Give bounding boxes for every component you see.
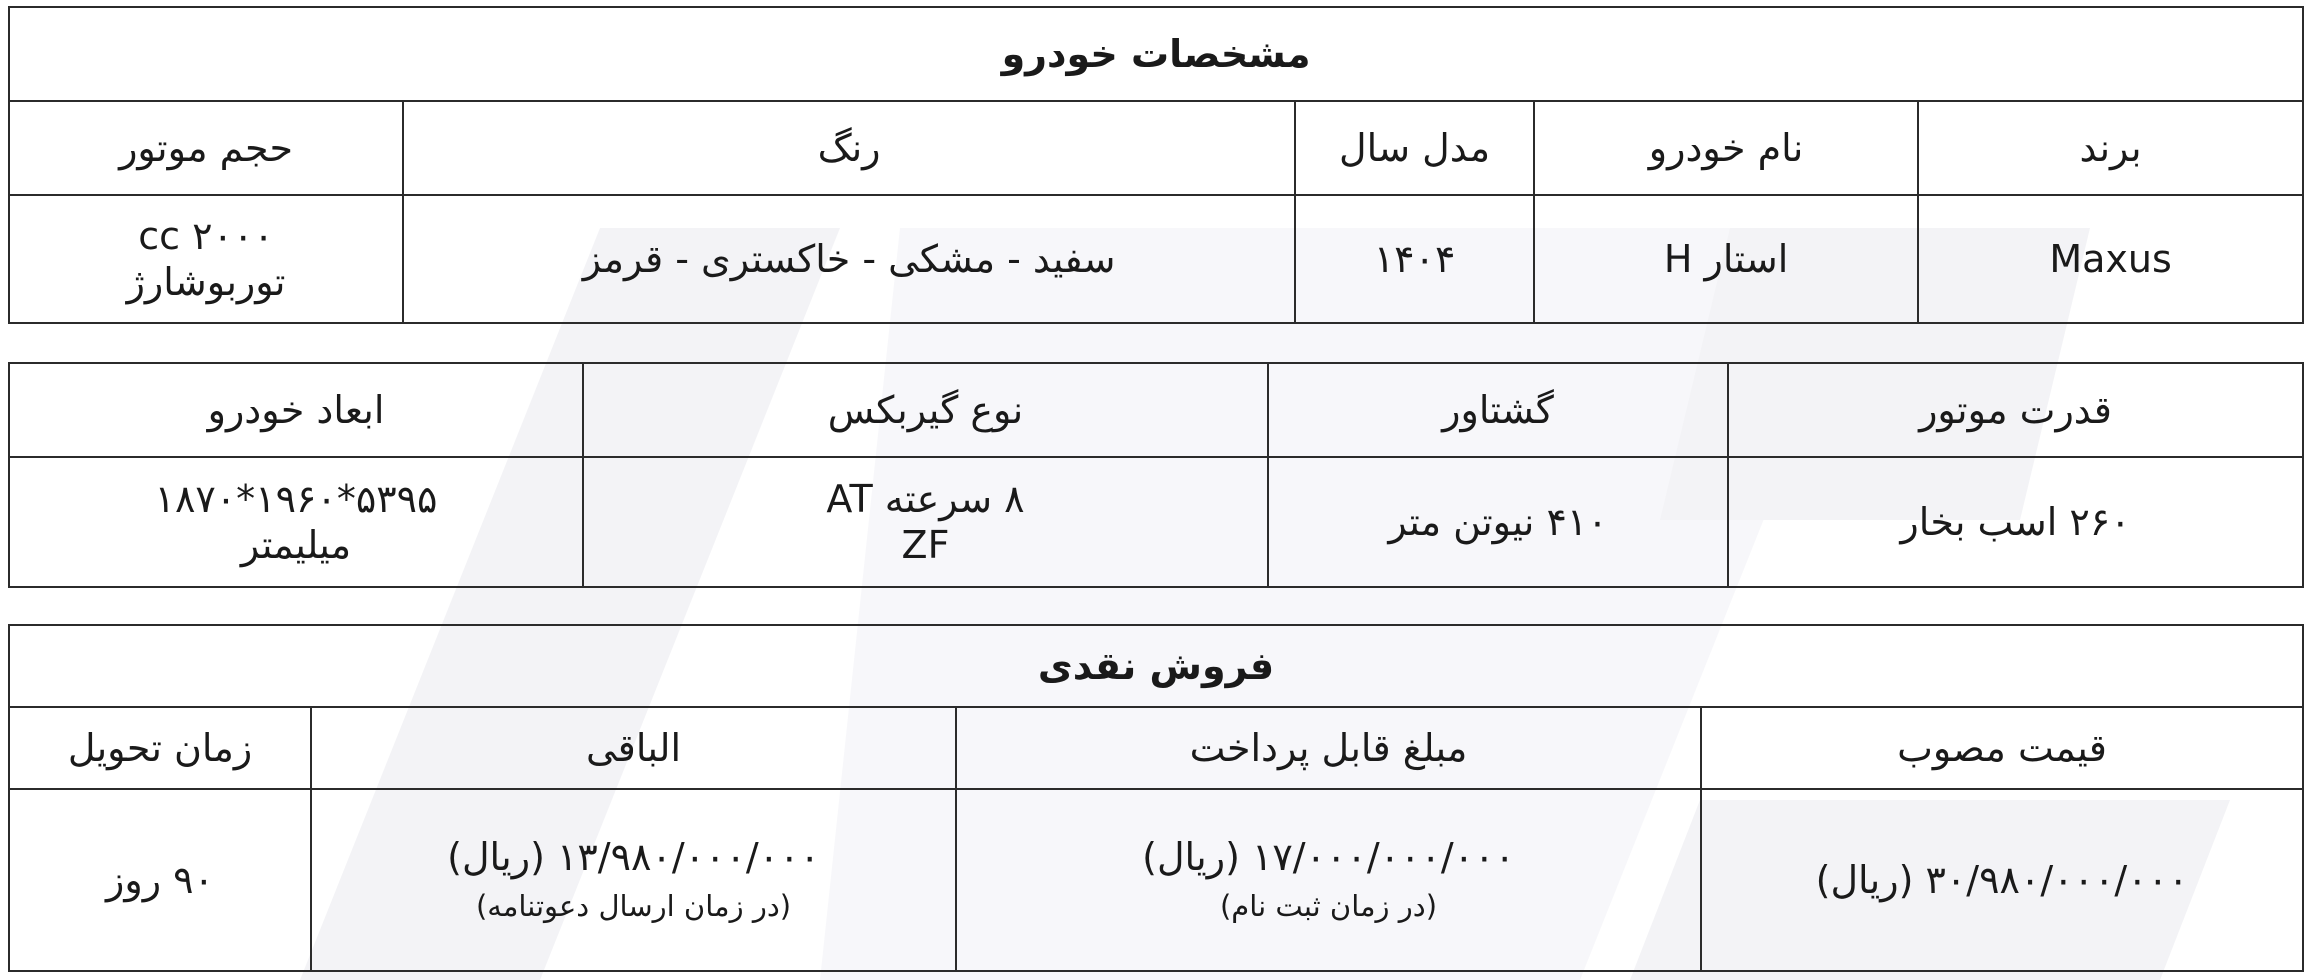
engine-power-text: ۲۶۰ اسب بخار	[1900, 500, 2131, 544]
color-text: سفید - مشکی - خاکستری - قرمز	[582, 237, 1116, 281]
value-color	[403, 195, 1295, 323]
header-brand: برند	[1918, 101, 2303, 195]
header-approved-price: قیمت مصوب	[1701, 707, 2303, 789]
gearbox-line1: ۸ سرعته AT	[826, 477, 1025, 521]
remaining-note: (در زمان ارسال دعوتنامه)	[475, 889, 792, 923]
value-brand	[1918, 195, 2303, 323]
header-dimensions: ابعاد خودرو	[9, 363, 583, 457]
value-gearbox	[583, 457, 1268, 587]
value-payable-amount	[956, 789, 1701, 971]
payable-amount-text: ۱۷/۰۰۰/۰۰۰/۰۰۰ (ریال)	[1142, 835, 1515, 879]
header-color: رنگ	[403, 101, 1295, 195]
model-year-text: ۱۴۰۴	[1373, 237, 1456, 281]
approved-price-text: ۳۰/۹۸۰/۰۰۰/۰۰۰ (ریال)	[1815, 858, 2189, 902]
cash-sale-title: فروش نقدی	[9, 625, 2303, 707]
dimensions-line1: ۵۳۹۵*۱۹۶۰*۱۸۷۰	[154, 477, 438, 521]
car-name-text: استار H	[1663, 237, 1789, 281]
value-delivery-time	[9, 789, 311, 971]
header-engine-power: قدرت موتور	[1728, 363, 2303, 457]
value-approved-price	[1701, 789, 2303, 971]
spec-table-title: مشخصات خودرو	[9, 7, 2303, 101]
value-car-name	[1534, 195, 1918, 323]
header-torque: گشتاور	[1268, 363, 1728, 457]
header-car-name: نام خودرو	[1534, 101, 1918, 195]
torque-text: ۴۱۰ نیوتن متر	[1388, 500, 1608, 544]
header-gearbox: نوع گیربکس	[583, 363, 1268, 457]
value-model-year	[1295, 195, 1534, 323]
value-torque	[1268, 457, 1728, 587]
header-engine-volume: حجم موتور	[9, 101, 403, 195]
engine-volume-line1: ۲۰۰۰ cc	[138, 214, 274, 258]
engine-table	[8, 362, 2304, 588]
header-model-year: مدل سال	[1295, 101, 1534, 195]
header-delivery-time: زمان تحویل	[9, 707, 311, 789]
value-dimensions	[9, 457, 583, 587]
payable-amount-note: (در زمان ثبت نام)	[1219, 889, 1438, 923]
header-payable-amount: مبلغ قابل پرداخت	[956, 707, 1701, 789]
gearbox-line2: ZF	[901, 523, 950, 567]
value-engine-power	[1728, 457, 2303, 587]
value-engine-volume	[9, 195, 403, 323]
value-remaining	[311, 789, 956, 971]
header-remaining: الباقی	[311, 707, 956, 789]
delivery-time-text: ۹۰ روز	[106, 858, 214, 902]
spec-table	[8, 6, 2304, 324]
remaining-text: ۱۳/۹۸۰/۰۰۰/۰۰۰ (ریال)	[447, 835, 820, 879]
brand-text: Maxus	[2049, 237, 2172, 281]
dimensions-line2: میلیمتر	[240, 523, 352, 567]
cash-sale-table	[8, 624, 2304, 972]
engine-volume-line2: توربوشارژ	[126, 260, 286, 304]
